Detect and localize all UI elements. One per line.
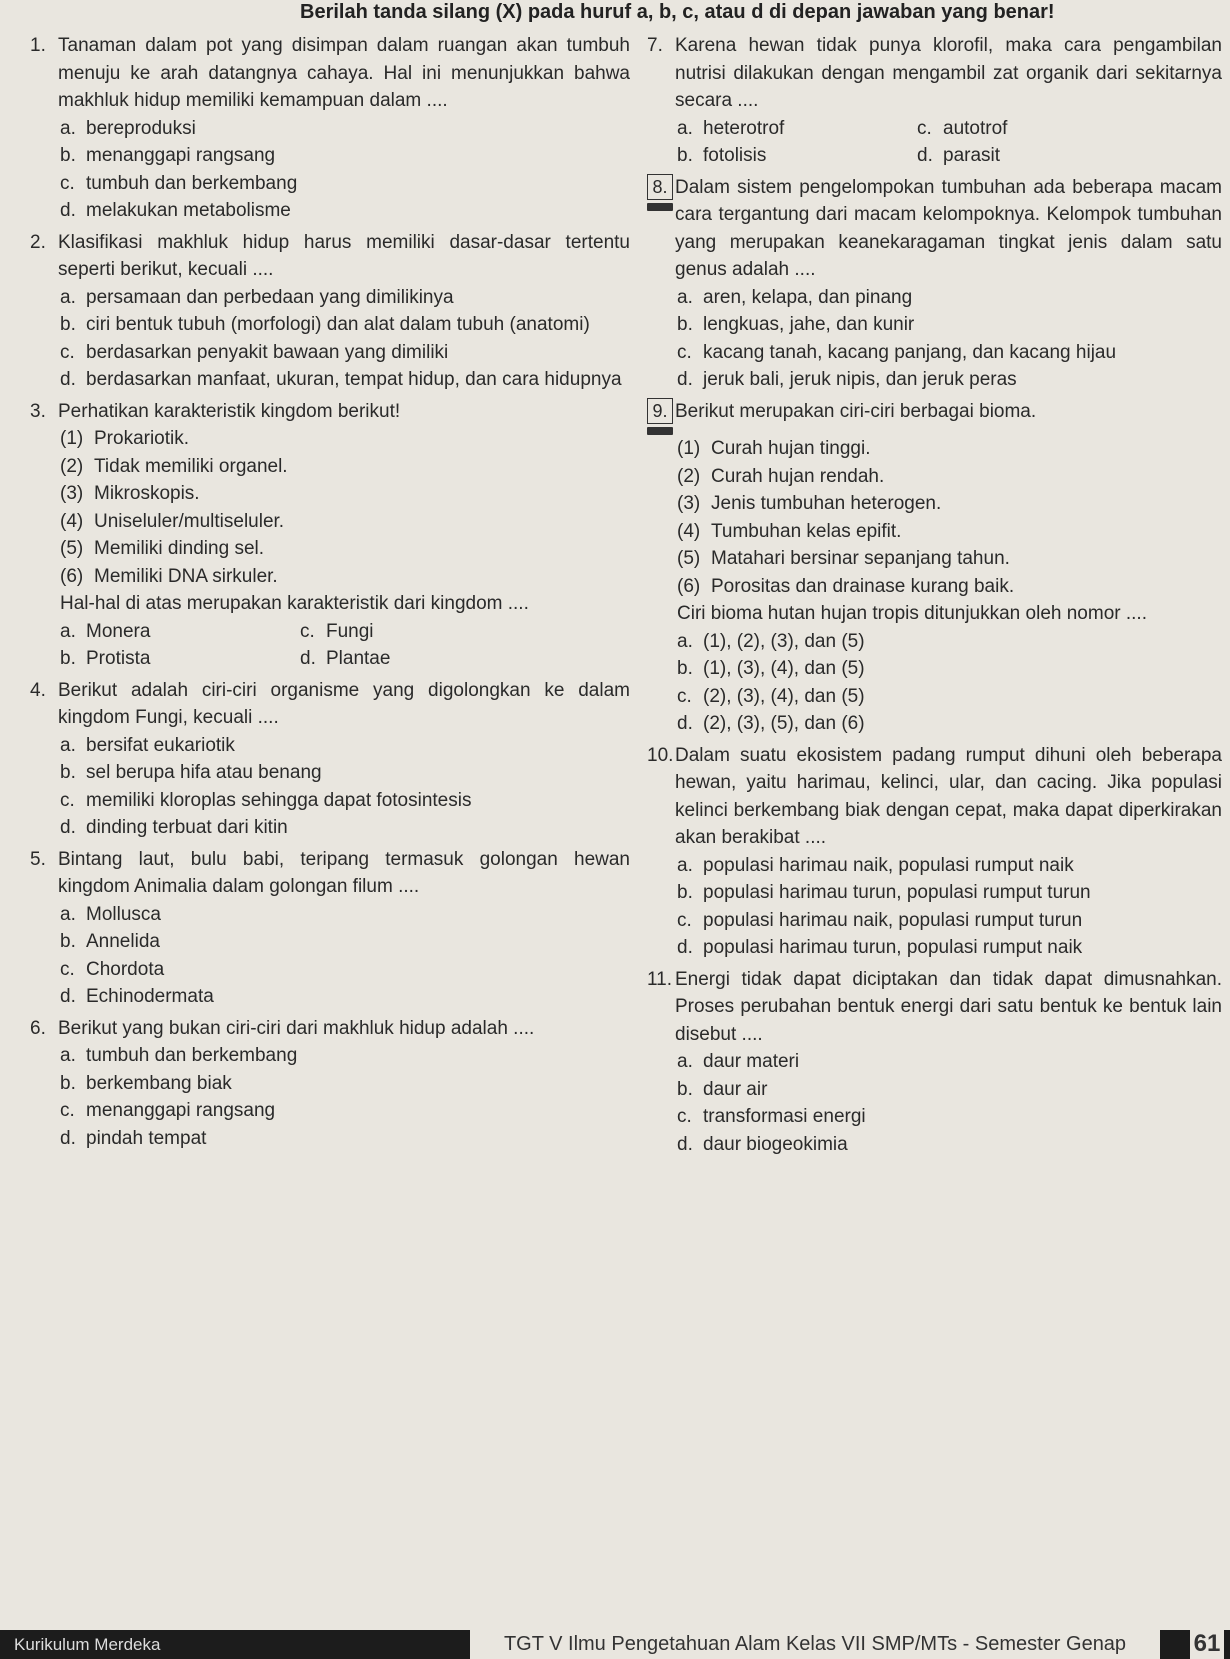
option-letter: b.: [677, 314, 693, 335]
option-text: ciri bentuk tubuh (morfologi) dan alat dalam tubuh (anatomi): [86, 314, 590, 335]
question-text: Perhatikan karakteristik kingdom berikut!: [58, 400, 401, 422]
answer-option[interactable]: [677, 879, 1222, 907]
option-text: parasit: [943, 145, 1001, 166]
question-number: 11.: [647, 968, 673, 990]
option-letter: b.: [60, 314, 76, 335]
statement-item: [60, 563, 630, 591]
option-letter: d.: [677, 713, 693, 734]
question-text: Klasifikasi makhluk hidup harus memiliki dasar-dasar tertentu seperti berikut, kecuali ....: [58, 231, 630, 280]
option-letter: d.: [60, 1127, 76, 1149]
question-number-box: [647, 174, 675, 284]
question-head: [30, 398, 630, 426]
question-head: [30, 229, 630, 284]
option-text: daur air: [703, 1078, 768, 1100]
footer-bar: [0, 1630, 1230, 1659]
option-text: berdasarkan manfaat, ukuran, tempat hidup, dan cara hidupnya: [86, 369, 622, 390]
option-letter: c.: [300, 620, 315, 642]
statement-item: [677, 545, 1222, 573]
answer-options-grid: [647, 115, 1222, 170]
answer-option[interactable]: [677, 366, 1222, 394]
option-text: bersifat eukariotik: [86, 734, 235, 756]
option-letter: c.: [677, 341, 692, 363]
answer-option[interactable]: [60, 366, 630, 394]
answer-option[interactable]: [60, 284, 630, 312]
answer-option[interactable]: [60, 645, 300, 673]
statement-item: [677, 435, 1222, 463]
question-text: Dalam sistem pengelompokan tumbuhan ada beberapa macam cara tergantung dari macam kelompoknya. Kelompok tumbuhan yang merupakan keanekaragaman tingkat jenis dalam satu genus adalah ....: [675, 176, 1222, 280]
option-letter: d.: [300, 648, 316, 669]
statement-text: Matahari bersinar sepanjang tahun.: [711, 548, 1010, 569]
answer-options-grid: [30, 618, 630, 673]
answer-option[interactable]: [917, 115, 1157, 143]
statement-list: [30, 425, 630, 590]
answer-options: [30, 115, 630, 225]
statement-item: [677, 463, 1222, 491]
instruction-header: Berilah tanda silang (X) pada huruf a, b, c, atau d di depan jawaban yang benar!: [300, 1, 1055, 23]
answer-options: [647, 1048, 1222, 1158]
option-text: melakukan metabolisme: [86, 200, 291, 221]
option-letter: b.: [60, 648, 76, 669]
answer-option[interactable]: [677, 655, 1222, 683]
answer-option[interactable]: [60, 787, 630, 815]
question-text: Berikut merupakan ciri-ciri berbagai bioma.: [675, 400, 1037, 422]
question-text: Tanaman dalam pot yang disimpan dalam ruangan akan tumbuh menuju ke arah datangnya cahaya. Hal ini menunjukkan bahwa makhluk hidup memiliki kemampuan dalam ....: [58, 35, 630, 111]
option-letter: c.: [60, 1100, 75, 1121]
statement-text: Tidak memiliki organel.: [94, 455, 288, 477]
answer-option[interactable]: [60, 814, 630, 842]
option-letter: b.: [60, 931, 76, 952]
option-text: (2), (3), (4), dan (5): [703, 685, 865, 707]
question-head: [647, 32, 1222, 115]
answer-option[interactable]: [677, 284, 1222, 312]
question-number: 7.: [647, 35, 663, 56]
option-letter: a.: [60, 903, 76, 925]
question-text: Energi tidak dapat diciptakan dan tidak dapat dimusnahkan. Proses perubahan bentuk energi dari satu bentuk ke bentuk lain disebut ....: [675, 968, 1222, 1045]
option-letter: b.: [60, 145, 76, 166]
statement-number: (5): [677, 548, 701, 569]
answer-option[interactable]: [917, 142, 1157, 170]
answer-option[interactable]: [677, 907, 1222, 935]
answer-option[interactable]: [677, 339, 1222, 367]
option-text: Monera: [86, 620, 151, 642]
answer-option[interactable]: [60, 115, 630, 143]
statement-item: [677, 490, 1222, 518]
hots-badge-icon: [647, 203, 673, 211]
question-9: [647, 398, 1222, 738]
answer-options: [647, 852, 1222, 962]
option-text: Echinodermata: [86, 986, 214, 1007]
answer-option[interactable]: [677, 1076, 1222, 1104]
option-letter: d.: [677, 1133, 693, 1155]
statement-number: (4): [677, 520, 701, 542]
question-number-box: [647, 398, 675, 436]
option-letter: a.: [677, 854, 693, 876]
question-head: [30, 846, 630, 901]
option-text: berkembang biak: [86, 1072, 232, 1094]
question-number: 8.: [647, 174, 673, 200]
answer-options: [647, 628, 1222, 738]
answer-option[interactable]: [60, 311, 630, 339]
statement-number: (6): [60, 565, 84, 587]
option-text: menanggapi rangsang: [86, 1100, 276, 1121]
question-1: [30, 32, 630, 225]
statement-number: (4): [60, 510, 84, 532]
answer-option[interactable]: [677, 683, 1222, 711]
right-column: [647, 32, 1222, 1162]
option-text: (1), (3), (4), dan (5): [703, 658, 865, 679]
answer-option[interactable]: [60, 901, 630, 929]
option-text: berdasarkan penyakit bawaan yang dimiliki: [86, 341, 449, 363]
question-text: Dalam suatu ekosistem padang rumput dihuni oleh beberapa hewan, yaitu harimau, kelinci, ular, dan cacing. Jika populasi kelinci berkembang biak dengan cepat, maka dapat diperkirakan akan berakibat ....: [675, 744, 1222, 848]
question-7: [647, 32, 1222, 170]
option-letter: c.: [60, 789, 75, 811]
answer-option[interactable]: [60, 197, 630, 225]
statement-number: (2): [677, 465, 701, 487]
answer-option[interactable]: [677, 142, 917, 170]
option-text: kacang tanah, kacang panjang, dan kacang hijau: [703, 341, 1117, 363]
question-11: [647, 966, 1222, 1159]
question-text: Bintang laut, bulu babi, teripang termasuk golongan hewan kingdom Animalia dalam golongan filum ....: [58, 848, 630, 897]
option-letter: b.: [60, 1072, 76, 1094]
option-letter: a.: [60, 1045, 76, 1066]
question-5: [30, 846, 630, 1011]
statement-list: [647, 435, 1222, 600]
question-2: [30, 229, 630, 394]
statement-text: Memiliki dinding sel.: [94, 538, 265, 559]
option-letter: c.: [677, 909, 692, 931]
statement-item: [60, 480, 630, 508]
option-text: Annelida: [86, 931, 160, 952]
option-letter: c.: [60, 172, 75, 194]
answer-option[interactable]: [677, 311, 1222, 339]
answer-options: [647, 284, 1222, 394]
option-letter: b.: [677, 1078, 693, 1100]
answer-option[interactable]: [60, 1070, 630, 1098]
footer-title: TGT V Ilmu Pengetahuan Alam Kelas VII SMP/MTs - Semester Genap: [470, 1630, 1160, 1659]
question-6: [30, 1015, 630, 1153]
answer-option[interactable]: [60, 1042, 630, 1070]
answer-option[interactable]: [677, 115, 917, 143]
question-prompt: Ciri bioma hutan hujan tropis ditunjukkan oleh nomor ....: [677, 603, 1147, 624]
statement-item: [60, 453, 630, 481]
option-letter: b.: [60, 762, 76, 783]
answer-option[interactable]: [677, 852, 1222, 880]
option-letter: d.: [60, 200, 76, 221]
hots-badge-icon: [647, 427, 673, 435]
option-text: memiliki kloroplas sehingga dapat fotosintesis: [86, 789, 472, 811]
answer-options: [30, 732, 630, 842]
statement-number: (6): [677, 575, 701, 597]
answer-option[interactable]: [60, 956, 630, 984]
option-text: (2), (3), (5), dan (6): [703, 713, 865, 734]
question-head: [647, 174, 1222, 284]
question-text: Berikut yang bukan ciri-ciri dari makhluk hidup adalah ....: [58, 1017, 535, 1039]
question-number: 9.: [647, 398, 673, 424]
answer-option[interactable]: [677, 710, 1222, 738]
answer-option[interactable]: [60, 759, 630, 787]
option-text: pindah tempat: [86, 1127, 207, 1149]
option-text: menanggapi rangsang: [86, 145, 276, 166]
option-letter: d.: [677, 369, 693, 390]
option-text: Plantae: [326, 648, 391, 669]
option-text: Fungi: [326, 620, 374, 642]
option-letter: d.: [60, 986, 76, 1007]
answer-option[interactable]: [60, 618, 300, 646]
question-head: [30, 1015, 630, 1043]
answer-options: [30, 1042, 630, 1152]
statement-item: [677, 573, 1222, 601]
statement-number: (3): [677, 493, 701, 514]
statement-text: Prokariotik.: [94, 428, 190, 449]
option-letter: a.: [677, 117, 693, 139]
option-text: lengkuas, jahe, dan kunir: [703, 314, 915, 335]
option-text: fotolisis: [703, 145, 767, 166]
statement-text: Porositas dan drainase kurang baik.: [711, 575, 1015, 597]
option-text: aren, kelapa, dan pinang: [703, 286, 913, 308]
question-prompt: Hal-hal di atas merupakan karakteristik dari kingdom ....: [60, 593, 529, 614]
option-text: populasi harimau naik, populasi rumput turun: [703, 909, 1083, 931]
question-3: [30, 398, 630, 673]
question-head: [647, 966, 1222, 1049]
option-text: Chordota: [86, 958, 165, 980]
option-letter: a.: [60, 286, 76, 308]
option-letter: b.: [677, 882, 693, 903]
option-letter: a.: [677, 286, 693, 308]
option-letter: c.: [677, 685, 692, 707]
option-letter: c.: [60, 958, 75, 980]
option-text: (1), (2), (3), dan (5): [703, 630, 865, 652]
answer-option[interactable]: [677, 1131, 1222, 1159]
answer-option[interactable]: [60, 1125, 630, 1153]
statement-text: Jenis tumbuhan heterogen.: [711, 493, 942, 514]
option-text: autotrof: [943, 117, 1008, 139]
option-text: populasi harimau naik, populasi rumput naik: [703, 854, 1074, 876]
option-text: populasi harimau turun, populasi rumput naik: [703, 937, 1083, 958]
question-text: Berikut adalah ciri-ciri organisme yang digolongkan ke dalam kingdom Fungi, kecuali ....: [58, 679, 630, 728]
statement-item: [677, 518, 1222, 546]
statement-number: (1): [60, 428, 84, 449]
answer-option[interactable]: [60, 339, 630, 367]
question-number: 4.: [30, 679, 46, 701]
answer-option[interactable]: [677, 628, 1222, 656]
question-10: [647, 742, 1222, 962]
answer-options: [30, 901, 630, 1011]
statement-text: Mikroskopis.: [94, 483, 200, 504]
question-head: [647, 398, 1222, 436]
option-letter: d.: [677, 937, 693, 958]
answer-option[interactable]: [300, 645, 540, 673]
option-letter: a.: [60, 620, 76, 642]
option-letter: c.: [677, 1106, 692, 1127]
statement-number: (3): [60, 483, 84, 504]
question-number: 5.: [30, 848, 46, 870]
question-number: 2.: [30, 231, 46, 253]
option-letter: d.: [917, 145, 933, 166]
option-text: populasi harimau turun, populasi rumput turun: [703, 882, 1091, 903]
option-letter: c.: [60, 341, 75, 363]
statement-text: Tumbuhan kelas epifit.: [711, 520, 902, 542]
option-text: Protista: [86, 648, 151, 669]
question-number: 3.: [30, 400, 46, 422]
option-letter: a.: [60, 734, 76, 756]
option-letter: a.: [677, 630, 693, 652]
question-head: [30, 677, 630, 732]
option-text: bereproduksi: [86, 117, 196, 139]
option-letter: b.: [677, 145, 693, 166]
statement-item: [60, 535, 630, 563]
option-text: Mollusca: [86, 903, 161, 925]
question-number: 6.: [30, 1017, 46, 1039]
statement-item: [60, 508, 630, 536]
statement-number: (5): [60, 538, 84, 559]
option-text: tumbuh dan berkembang: [86, 1045, 298, 1066]
page-number: 61: [1190, 1629, 1224, 1659]
question-head: [647, 742, 1222, 852]
option-text: dinding terbuat dari kitin: [86, 817, 288, 838]
answer-option[interactable]: [60, 983, 630, 1011]
question-8: [647, 174, 1222, 394]
option-letter: d.: [60, 369, 76, 390]
answer-option[interactable]: [60, 928, 630, 956]
option-text: heterotrof: [703, 117, 785, 139]
statement-text: Memiliki DNA sirkuler.: [94, 565, 278, 587]
option-letter: a.: [60, 117, 76, 139]
answer-option[interactable]: [677, 934, 1222, 962]
answer-option[interactable]: [60, 142, 630, 170]
question-text: Karena hewan tidak punya klorofil, maka cara pengambilan nutrisi dilakukan dengan mengambil zat organik dari sekitarnya secara ....: [675, 35, 1222, 111]
answer-options: [30, 284, 630, 394]
answer-option[interactable]: [677, 1048, 1222, 1076]
option-text: transformasi energi: [703, 1106, 866, 1127]
answer-option[interactable]: [300, 618, 540, 646]
answer-option[interactable]: [60, 1097, 630, 1125]
option-text: tumbuh dan berkembang: [86, 172, 298, 194]
answer-option[interactable]: [677, 1103, 1222, 1131]
curriculum-label: Kurikulum Merdeka: [14, 1635, 161, 1654]
option-letter: b.: [677, 658, 693, 679]
statement-text: Uniseluler/multiseluler.: [94, 510, 285, 532]
option-text: daur materi: [703, 1051, 800, 1072]
statement-text: Curah hujan tinggi.: [711, 438, 871, 459]
statement-item: [60, 425, 630, 453]
question-4: [30, 677, 630, 842]
option-text: daur biogeokimia: [703, 1133, 848, 1155]
statement-number: (1): [677, 438, 701, 459]
option-text: jeruk bali, jeruk nipis, dan jeruk peras: [703, 369, 1017, 390]
option-letter: c.: [917, 117, 932, 139]
question-head: [30, 32, 630, 115]
statement-number: (2): [60, 455, 84, 477]
question-number: 10.: [647, 744, 674, 766]
option-text: sel berupa hifa atau benang: [86, 762, 322, 783]
option-text: persamaan dan perbedaan yang dimilikinya: [86, 286, 454, 308]
answer-option[interactable]: [60, 732, 630, 760]
option-letter: a.: [677, 1051, 693, 1072]
statement-text: Curah hujan rendah.: [711, 465, 885, 487]
left-column: [30, 32, 630, 1156]
answer-option[interactable]: [60, 170, 630, 198]
option-letter: d.: [60, 817, 76, 838]
question-number: 1.: [30, 35, 46, 56]
